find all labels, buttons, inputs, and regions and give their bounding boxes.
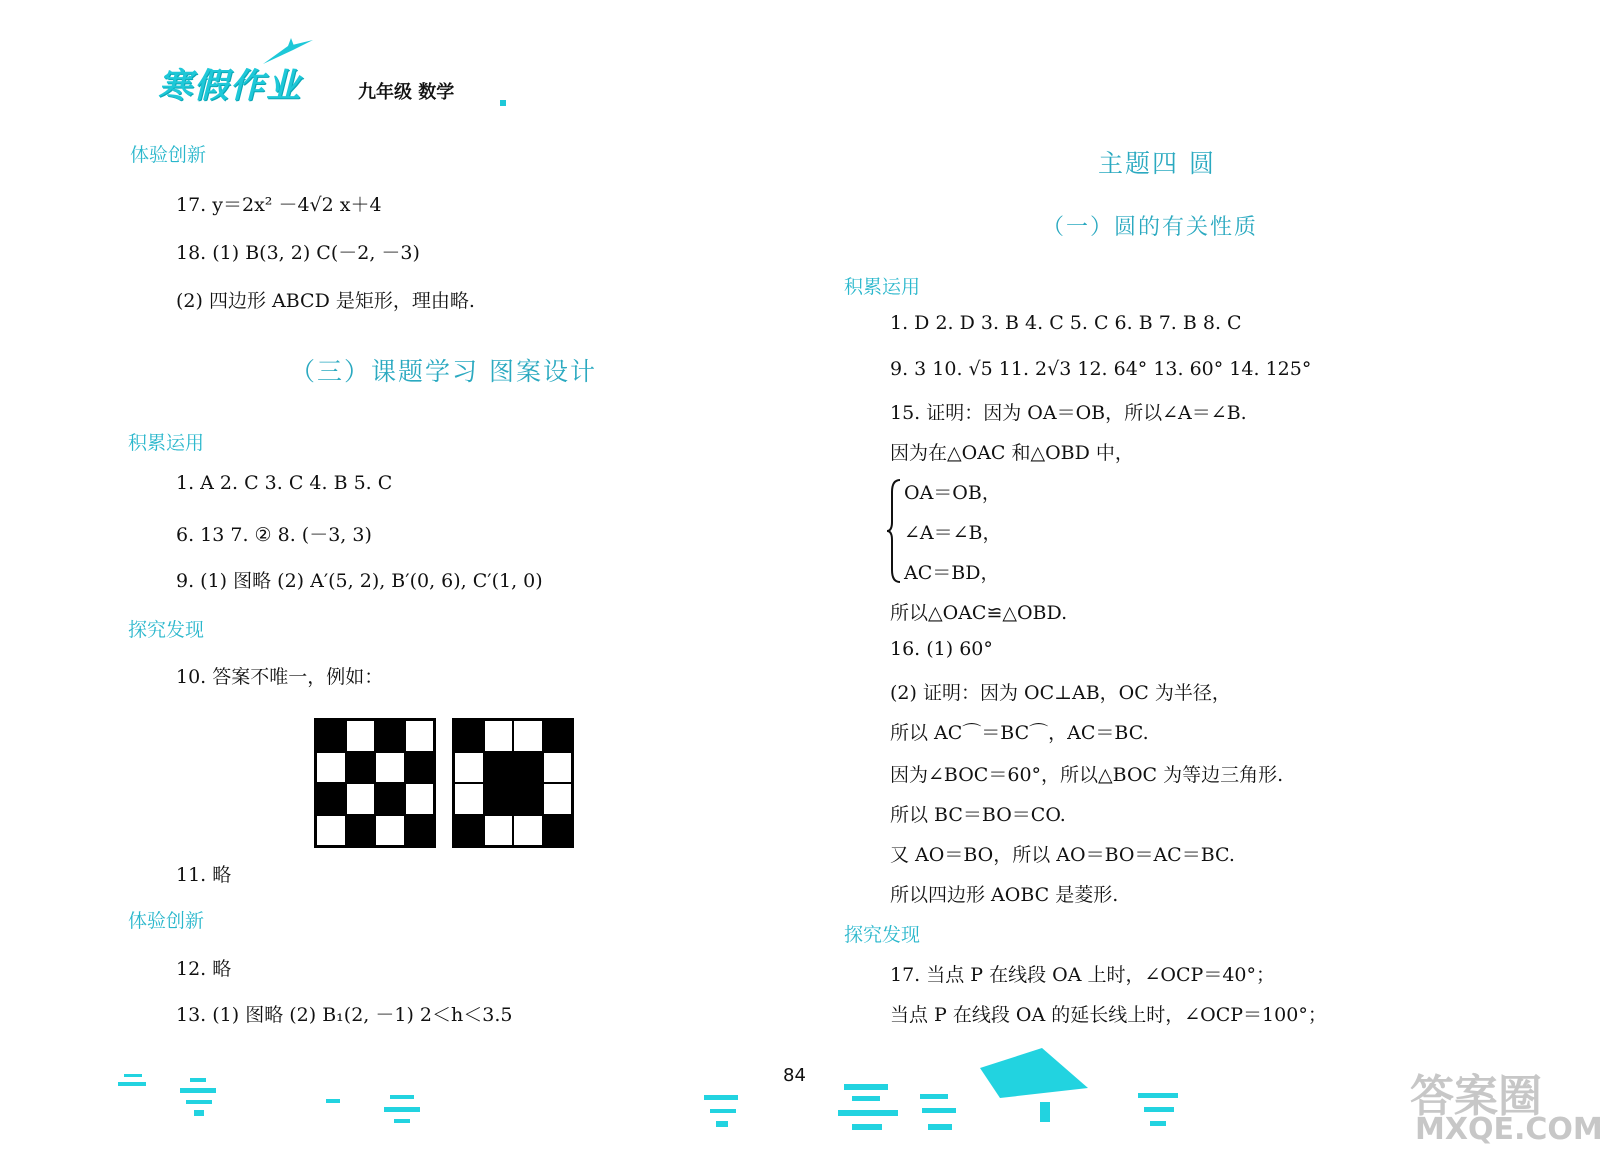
answer-line: 12. 略 — [176, 958, 232, 980]
answer-line: 1. A 2. C 3. C 4. B 5. C — [176, 472, 393, 494]
section-heading: 探究发现 — [844, 924, 921, 946]
answer-line: (2) 四边形 ABCD 是矩形，理由略. — [176, 290, 475, 312]
black-cell — [484, 783, 514, 815]
black-cell — [543, 720, 573, 752]
snow-decoration-icon — [320, 1085, 440, 1135]
section-heading: 体验创新 — [128, 910, 205, 932]
white-cell — [375, 752, 405, 784]
answer-line: 9. 3 10. √5 11. 2√3 12. 64° 13. 60° 14. 125° — [890, 358, 1312, 380]
black-cell — [405, 815, 435, 847]
white-cell — [346, 783, 376, 815]
section-heading: 积累运用 — [844, 276, 921, 298]
answer-line: 又 AO＝BO，所以 AO＝BO＝AC＝BC. — [890, 844, 1235, 866]
white-cell — [513, 720, 543, 752]
white-cell — [316, 752, 346, 784]
pattern-figure-1 — [314, 718, 436, 848]
watermark-logo: 答案圈 — [1410, 1071, 1542, 1122]
section-heading: 体验创新 — [130, 144, 207, 166]
answer-line: 6. 13 7. ② 8. (－3, 3) — [176, 524, 372, 546]
black-cell — [316, 720, 346, 752]
black-cell — [375, 783, 405, 815]
answer-line: 17. y＝2x² －4√2 x＋4 — [176, 194, 382, 216]
black-cell — [513, 752, 543, 784]
grade-subject: 九年级 数学 — [358, 82, 455, 103]
house-decoration-icon — [830, 1040, 1150, 1150]
section-title: （三）课题学习 图案设计 — [290, 357, 597, 386]
answer-line: 所以四边形 AOBC 是菱形. — [890, 884, 1119, 906]
answer-line: 10. 答案不唯一，例如： — [176, 666, 384, 688]
section-heading: 探究发现 — [128, 619, 205, 641]
white-cell — [543, 752, 573, 784]
answer-line: 17. 当点 P 在线段 OA 上时，∠OCP＝40°； — [890, 964, 1275, 986]
snow-decoration-icon — [1130, 1075, 1220, 1145]
black-cell — [405, 752, 435, 784]
answer-line: (2) 证明：因为 OC⊥AB，OC 为半径， — [890, 682, 1231, 704]
system-line: OA＝OB， — [904, 482, 1001, 504]
answer-line: 因为∠BOC＝60°，所以△BOC 为等边三角形. — [890, 764, 1284, 786]
answer-line: 18. (1) B(3, 2) C(－2, －3) — [176, 242, 420, 264]
white-cell — [405, 720, 435, 752]
answer-line: 因为在△OAC 和△OBD 中， — [890, 442, 1134, 464]
black-cell — [513, 783, 543, 815]
logo-sparkle-icon — [258, 36, 318, 66]
section-heading: 积累运用 — [128, 432, 205, 454]
black-cell — [454, 720, 484, 752]
system-line: ∠A＝∠B， — [904, 522, 1002, 544]
white-cell — [454, 783, 484, 815]
system-line: AC＝BD， — [904, 562, 1000, 584]
white-cell — [484, 720, 514, 752]
white-cell — [375, 815, 405, 847]
pattern-figure-2 — [452, 718, 574, 848]
answer-line: 13. (1) 图略 (2) B₁(2, －1) 2＜h＜3.5 — [176, 1004, 513, 1026]
watermark-url: MXQE.COM — [1415, 1112, 1603, 1147]
white-cell — [513, 815, 543, 847]
black-cell — [316, 783, 346, 815]
black-cell — [484, 752, 514, 784]
subtopic-title: （一）圆的有关性质 — [1042, 215, 1259, 240]
equation-brace — [886, 478, 902, 584]
white-cell — [405, 783, 435, 815]
white-cell — [454, 752, 484, 784]
white-cell — [346, 720, 376, 752]
answer-line: 所以△OAC≌△OBD. — [890, 602, 1068, 624]
answer-line: 所以 AC⌒＝BC⌒，AC＝BC. — [890, 722, 1149, 744]
black-cell — [375, 720, 405, 752]
answer-line: 11. 略 — [176, 864, 232, 886]
black-cell — [454, 815, 484, 847]
black-cell — [346, 752, 376, 784]
snow-decoration-icon — [690, 1075, 770, 1145]
answer-line: 1. D 2. D 3. B 4. C 5. C 6. B 7. B 8. C — [890, 312, 1242, 334]
white-cell — [543, 783, 573, 815]
answer-line: 当点 P 在线段 OA 的延长线上时，∠OCP＝100°； — [890, 1004, 1327, 1026]
decor-dot — [500, 100, 506, 106]
black-cell — [543, 815, 573, 847]
topic-title: 主题四 圆 — [1098, 149, 1216, 178]
page-number: 84 — [783, 1065, 806, 1086]
answer-line: 9. (1) 图略 (2) A′(5, 2), B′(0, 6), C′(1, 0) — [176, 570, 543, 592]
answer-line: 15. 证明：因为 OA＝OB，所以∠A＝∠B. — [890, 402, 1247, 424]
snow-decoration-icon — [110, 1060, 250, 1130]
book-logo: 寒假作业 — [158, 66, 302, 106]
black-cell — [346, 815, 376, 847]
answer-line: 所以 BC＝BO＝CO. — [890, 804, 1066, 826]
white-cell — [484, 815, 514, 847]
answer-line: 16. (1) 60° — [890, 638, 993, 660]
white-cell — [316, 815, 346, 847]
